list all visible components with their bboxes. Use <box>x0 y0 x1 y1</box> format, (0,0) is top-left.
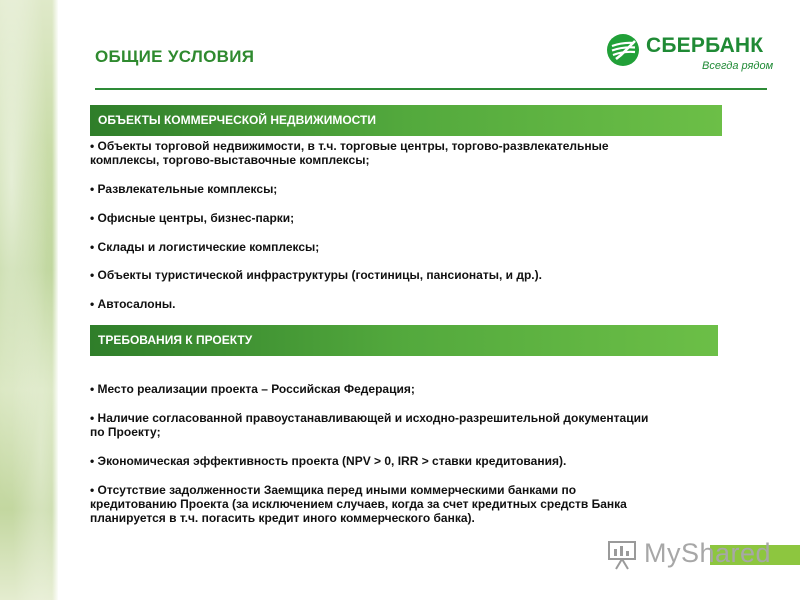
list-item-line: • Объекты туристической инфраструктуры (гостиницы, пансионаты, и др.). <box>90 268 542 282</box>
decorative-side-image <box>0 0 58 600</box>
section-heading-commercial-property: ОБЪЕКТЫ КОММЕРЧЕСКОЙ НЕДВИЖИМОСТИ <box>90 105 722 136</box>
list-item <box>90 139 730 167</box>
sberbank-logo-icon <box>606 33 640 67</box>
title-divider <box>95 88 767 90</box>
list-item <box>90 454 730 468</box>
list-item-line: • Развлекательные комплексы; <box>90 182 278 196</box>
logo-name: СБЕРБАНК <box>646 34 764 57</box>
list-item-line: • Объекты торговой недвижимости, в т.ч. торговые центры, торгово-развлекательные <box>90 139 609 153</box>
list-item-line: • Экономическая эффективность проекта (NPV > 0, IRR > ставки кредитования). <box>90 454 567 468</box>
list-item-line: по Проекту; <box>90 425 161 439</box>
list-item-line: планируется в т.ч. погасить кредит иного коммерческого банка). <box>90 511 475 525</box>
list-item-line: • Наличие согласованной правоустанавливающей и исходно-разрешительной документации <box>90 411 649 425</box>
list-item <box>90 211 730 225</box>
logo-slogan: Всегда рядом <box>702 60 774 72</box>
presentation-board-icon <box>606 538 640 572</box>
list-item-line: • Место реализации проекта – Российская Федерация; <box>90 382 415 396</box>
list-item <box>90 483 730 525</box>
watermark <box>604 536 800 576</box>
list-item-line: • Склады и логистические комплексы; <box>90 240 320 254</box>
list-item-line: • Отсутствие задолженности Заемщика перед иными коммерческими банками по <box>90 483 577 497</box>
list-item-line: кредитованию Проекта (за исключением случаев, когда за счет кредитных средств Банка <box>90 497 627 511</box>
section-heading-project-requirements: ТРЕБОВАНИЯ К ПРОЕКТУ <box>90 325 718 356</box>
list-item <box>90 382 730 396</box>
watermark-text: MyShared <box>644 538 772 568</box>
list-item <box>90 240 730 254</box>
list-item <box>90 268 730 282</box>
list-item-line: • Автосалоны. <box>90 297 176 311</box>
sberbank-logo <box>606 33 776 75</box>
list-item <box>90 411 730 439</box>
list-item-line: комплексы, торгово-выставочные комплексы; <box>90 153 370 167</box>
list-item-line: • Офисные центры, бизнес-парки; <box>90 211 295 225</box>
list-item <box>90 297 730 311</box>
list-item <box>90 182 730 196</box>
page-title: ОБЩИЕ УСЛОВИЯ <box>95 47 255 66</box>
